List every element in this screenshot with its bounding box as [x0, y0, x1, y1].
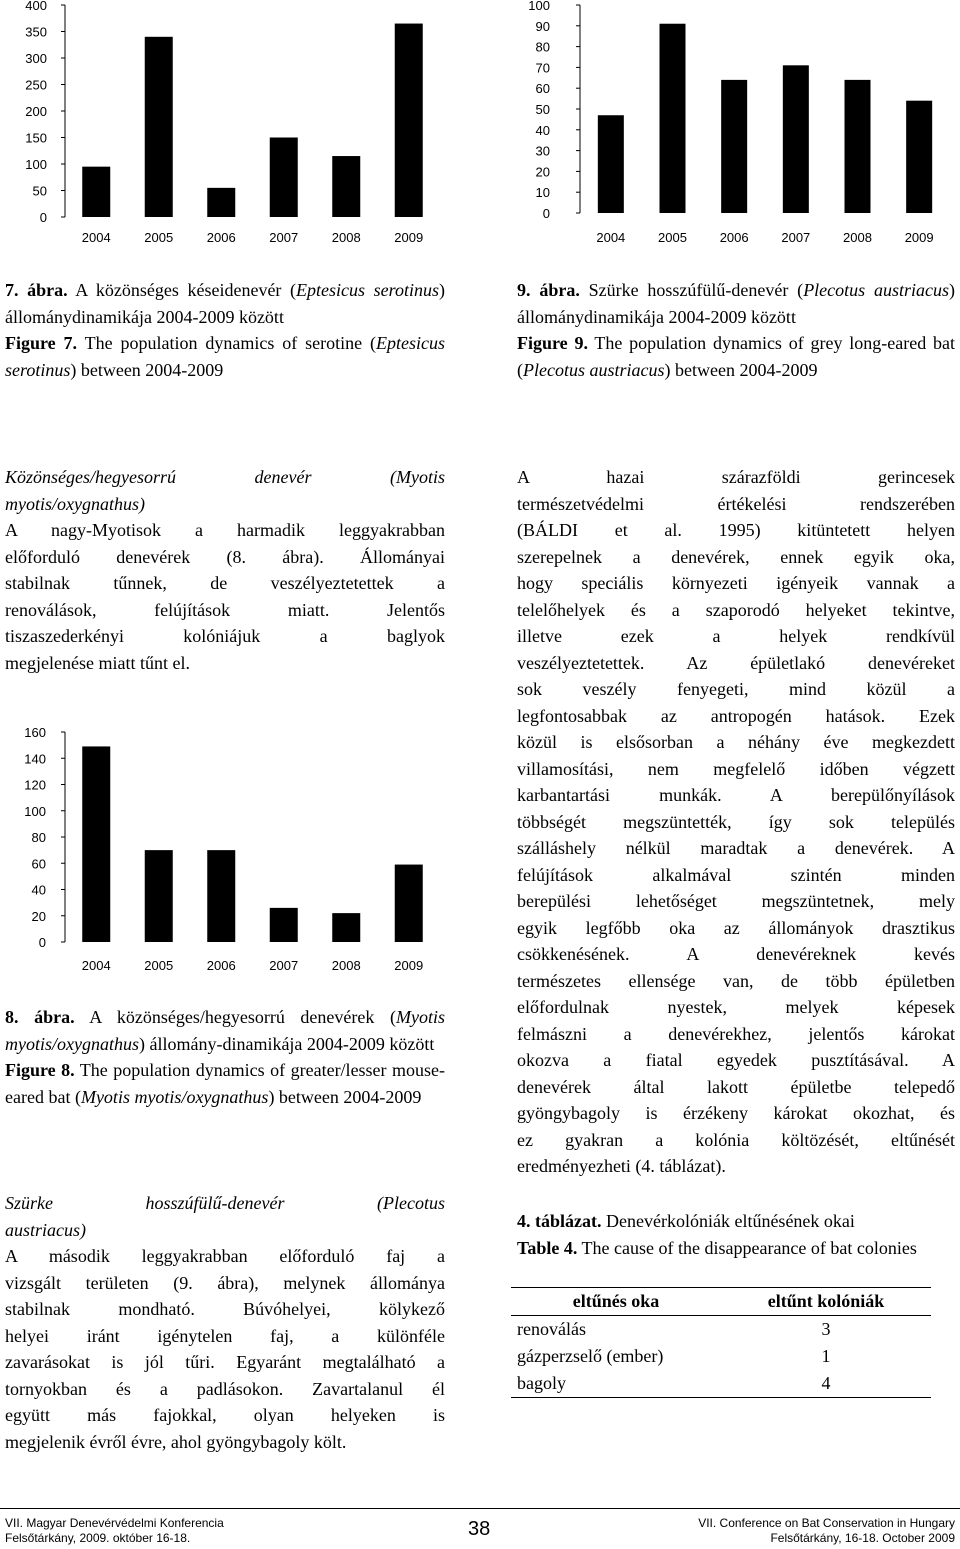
figure-7-label-hu: 7. ábra. [5, 280, 68, 300]
plecotus-body-line: A második leggyakrabban előforduló faj a [5, 1246, 445, 1266]
myotis-section [5, 464, 445, 676]
right-body-line: villamosítási, nem megfelelő időben végzett [517, 758, 955, 779]
y-tick-label: 90 [535, 18, 550, 34]
right-body-line: veszélyeztetettek. Az épületlakó denevéreket [517, 652, 955, 673]
figure-7-species-hu: Eptesicus serotinus [296, 280, 439, 300]
x-tick-label: 2005 [144, 958, 174, 973]
right-body-line: gyöngybagoly is érzékeny károkat okozhat, és [517, 1103, 955, 1123]
right-body-line: telelőhelyek és a szaporodó helyeket tekintve, [517, 599, 955, 620]
figure-8-species-en: Myotis myotis/oxygnathus [80, 1086, 269, 1107]
y-tick-label: 100 [24, 803, 46, 819]
footer-right [698, 1516, 955, 1546]
bar [82, 167, 110, 217]
y-tick-label: 160 [24, 725, 46, 740]
footer-right-line1: VII. Conference on Bat Conservation in Hungary [698, 1516, 955, 1530]
plecotus-body-line: tornyokban és a padlásokon. Zavartalanul él [5, 1378, 445, 1399]
figure-7-chart [0, 0, 450, 255]
right-column-body [517, 464, 955, 1180]
table-cell-cause: renoválás [517, 1319, 586, 1339]
y-tick-label: 10 [535, 185, 550, 201]
plecotus-heading-line: austriacus) [5, 1219, 86, 1240]
table-row [511, 1316, 931, 1344]
y-tick-label: 150 [25, 130, 47, 146]
table-cell-count: 4 [721, 1370, 931, 1398]
y-tick-label: 40 [535, 122, 550, 138]
y-tick-label: 30 [535, 143, 550, 159]
x-tick-label: 2004 [81, 958, 111, 973]
table-cell-cause: bagoly [511, 1370, 721, 1398]
plecotus-body-line: együtt más fajokkal, olyan helyeken is [5, 1405, 445, 1425]
x-tick-label: 2004 [596, 230, 626, 245]
x-tick-label: 2008 [331, 958, 361, 973]
figure-7-text-en: The population dynamics of serotine ( [77, 333, 376, 353]
bar [207, 850, 235, 942]
figure-9-svg [510, 0, 960, 255]
figure-7-tail-en: ) between 2004-2009 [70, 359, 224, 380]
right-body-line: denevérek által lakott épületbe telepedő [517, 1076, 955, 1097]
figure-8-tail-hu: ) állomány-dinamikája 2004-2009 között [138, 1033, 435, 1054]
bar [270, 908, 298, 942]
bar [845, 80, 871, 213]
footer-right-line2: Felsőtárkány, 16-18. October 2009 [770, 1531, 955, 1545]
y-tick-label: 20 [31, 908, 46, 924]
plecotus-body-line: megjelenik évről évre, ahol gyöngybagoly költ. [5, 1431, 347, 1452]
y-tick-label: 80 [535, 39, 550, 55]
table-row [511, 1370, 931, 1398]
y-tick-label: 350 [25, 24, 47, 40]
figure-9-text-hu: Szürke hosszúfülű-denevér ( [579, 280, 804, 300]
x-tick-label: 2005 [658, 230, 687, 245]
plecotus-body-line: zavarásokat is jól tűri. Egyaránt megtalálható a [5, 1352, 445, 1372]
figure-9-chart [510, 0, 960, 255]
right-body-line: többségét megszüntették, így sok település [517, 811, 955, 832]
y-tick-label: 0 [38, 935, 46, 950]
figure-7-species-en: Eptesicus serotinus [5, 333, 445, 380]
myotis-body-line: renoválások, felújítások miatt. Jelentős [5, 599, 445, 620]
x-tick-label: 2009 [904, 230, 934, 245]
y-tick-label: 100 [528, 0, 550, 13]
right-body-line: berepülési lehetőséget megszüntetnek, mely [517, 891, 955, 911]
myotis-body-line: megjelenése miatt tűnt el. [5, 652, 190, 673]
figure-9-species-hu: Plecotus austriacus [803, 280, 949, 300]
x-tick-label: 2005 [144, 230, 174, 245]
table-header-cause: eltűnés oka [511, 1288, 721, 1316]
figure-7-text-hu: A közönséges késeidenevér ( [67, 280, 297, 300]
table-4-label-hu: 4. táblázat. [517, 1211, 602, 1231]
y-tick-label: 140 [24, 751, 46, 767]
x-tick-label: 2007 [781, 230, 811, 245]
right-body-line: okozva a fiatal egyedek pusztításával. A [517, 1050, 955, 1070]
y-tick-label: 50 [535, 102, 550, 117]
x-tick-label: 2006 [719, 230, 749, 245]
y-tick-label: 60 [31, 856, 46, 872]
y-tick-label: 0 [39, 210, 47, 225]
bar [82, 746, 110, 942]
x-tick-label: 2006 [206, 230, 236, 245]
right-body-line: előfordulnak nyestek, melyek képesek [517, 997, 955, 1017]
right-body-line: egyik legfőbb oka az állományok drasztikus [517, 917, 955, 938]
figure-8-text-en: The population dynamics of greater/lesser mouse-eared bat ( [5, 1060, 446, 1107]
bar [660, 24, 686, 213]
right-body-line: karbantartási munkák. A berepülőnyílások [517, 785, 955, 805]
myotis-heading-line: Közönséges/hegyesorrú denevér (Myotis [5, 467, 445, 487]
right-body-line: hogy speciális környezeti igényeik vannak a [517, 573, 955, 593]
figure-8-chart [0, 720, 450, 985]
myotis-body-line: A nagy-Myotisok a harmadik leggyakrabban [5, 520, 445, 540]
right-body-line: eredményezheti (4. táblázat). [517, 1156, 726, 1176]
x-tick-label: 2008 [843, 230, 872, 245]
bar [721, 80, 747, 213]
footer-rule [0, 1508, 960, 1509]
x-tick-label: 2009 [394, 230, 424, 245]
figure-7-svg [0, 0, 450, 255]
figure-9-species-en: Plecotus austriacus [523, 359, 665, 380]
table-row [511, 1343, 931, 1370]
right-body-line: közül is elsősorban a néhány éve megkezdett [517, 732, 955, 752]
footer-left-line2: Felsőtárkány, 2009. október 16-18. [5, 1531, 191, 1545]
right-body-line: természetvédelmi értékelési rendszerében [517, 493, 955, 514]
right-body-line: legfontosabbak az antropogén hatások. Ezek [517, 705, 955, 726]
right-body-line: természetes ellensége van, de több épületben [517, 970, 955, 991]
figure-9-caption [517, 277, 955, 383]
bar [207, 188, 235, 217]
figure-9-tail-en: ) between 2004-2009 [664, 359, 818, 380]
y-tick-label: 400 [25, 0, 47, 13]
x-tick-label: 2004 [81, 230, 111, 245]
table-4-text-en: The cause of the disappearance of bat colonies [577, 1237, 917, 1258]
figure-7-caption [5, 277, 445, 383]
plecotus-heading-line: Szürke hosszúfülű-denevér (Plecotus [5, 1193, 445, 1213]
myotis-body-line: előforduló denevérek (8. ábra). Állományai [5, 546, 445, 567]
table-cell-count: 1 [821, 1346, 831, 1366]
figure-8-label-hu: 8. ábra. [5, 1007, 75, 1027]
table-4-label-en: Table 4. [517, 1237, 578, 1258]
x-tick-label: 2008 [331, 230, 361, 245]
right-body-line: csökkenésének. A denevéreknek kevés [517, 944, 955, 964]
figure-7-label-en: Figure 7. [5, 333, 78, 353]
bar [270, 138, 298, 218]
right-body-line: sok veszély fenyegeti, mind közül a [517, 679, 955, 699]
figure-8-text-hu: A közönséges/hegyesorrú denevérek ( [74, 1007, 396, 1027]
figure-9-label-hu: 9. ábra. [517, 280, 580, 300]
footer-left-line1: VII. Magyar Denevérvédelmi Konferencia [5, 1516, 224, 1530]
right-body-line: ez gyakran a kolónia költözését, eltűnését [517, 1129, 955, 1150]
y-tick-label: 40 [31, 882, 46, 898]
right-body-line: felmászni a denevérekhez, jelentős károkat [517, 1023, 955, 1044]
right-body-line: (BÁLDI et al. 1995) kitüntetett helyen [517, 520, 955, 540]
bar [598, 115, 624, 213]
right-body-line: szerepelnek a denevérek, ennek egyik oka, [517, 546, 955, 567]
myotis-body-line: tiszaszederkényi kolóniájuk a baglyok [5, 626, 445, 646]
y-tick-label: 0 [542, 206, 550, 221]
figure-8-label-en: Figure 8. [5, 1060, 75, 1080]
figure-8-species-hu: Myotis myotis/oxygnathus [5, 1007, 445, 1054]
table-4 [511, 1287, 931, 1398]
footer-left [5, 1516, 224, 1546]
y-tick-label: 70 [535, 60, 550, 76]
figure-9-label-en: Figure 9. [517, 333, 588, 353]
myotis-heading-line: myotis/oxygnathus) [5, 493, 145, 514]
bar [395, 24, 423, 217]
right-body-line: A hazai szárazföldi gerincesek [517, 467, 955, 487]
y-tick-label: 200 [25, 104, 47, 119]
bar [332, 913, 360, 942]
myotis-body-line: stabilnak tűnnek, de veszélyeztetettek a [5, 573, 445, 593]
x-tick-label: 2006 [206, 958, 236, 973]
plecotus-body-line: helyei iránt igénytelen faj, a különféle [5, 1325, 445, 1346]
figure-8-svg [0, 720, 450, 985]
right-body-line: felújítások alkalmával szintén minden [517, 864, 955, 885]
right-body-line: illetve ezek a helyek rendkívül [517, 626, 955, 646]
table-header-count: eltűnt kolóniák [721, 1288, 931, 1316]
y-tick-label: 300 [25, 51, 47, 66]
figure-9-tail-hu: ) állománydinamikája 2004-2009 között [517, 280, 955, 327]
y-tick-label: 120 [24, 777, 46, 793]
table-4-caption [517, 1208, 957, 1261]
x-tick-label: 2009 [394, 958, 424, 973]
table-cell-count: 3 [821, 1319, 831, 1339]
bar [145, 37, 173, 217]
y-tick-label: 100 [25, 157, 47, 172]
bar [145, 850, 173, 942]
y-tick-label: 50 [32, 183, 47, 199]
bar [332, 156, 360, 217]
bar [395, 865, 423, 942]
y-tick-label: 250 [25, 77, 47, 93]
plecotus-section [5, 1190, 445, 1455]
y-tick-label: 80 [31, 830, 46, 845]
bar [906, 101, 932, 213]
bar [783, 65, 809, 213]
figure-8-tail-en: ) between 2004-2009 [268, 1086, 422, 1107]
figure-9-text-en: The population dynamics of grey long-eared bat ( [517, 333, 955, 380]
table-cell-cause: gázperzselő (ember) [517, 1346, 664, 1366]
figure-8-caption [5, 1004, 445, 1110]
figure-7-tail-hu: ) állománydinamikája 2004-2009 között [5, 280, 445, 327]
table-header-row [511, 1288, 931, 1316]
plecotus-body-line: stabilnak mondható. Búvóhelyei, kölykező [5, 1299, 445, 1319]
page-number: 38 [468, 1518, 491, 1540]
x-tick-label: 2007 [269, 230, 299, 245]
plecotus-body-line: vizsgált területen (9. ábra), melynek állománya [5, 1272, 445, 1293]
right-body-line: szálláshely nélkül maradtak a denevérek. A [517, 838, 955, 858]
x-tick-label: 2007 [269, 958, 299, 973]
y-tick-label: 20 [535, 164, 550, 180]
table-4-text-hu: Denevérkolóniák eltűnésének okai [601, 1211, 855, 1231]
y-tick-label: 60 [535, 81, 550, 97]
